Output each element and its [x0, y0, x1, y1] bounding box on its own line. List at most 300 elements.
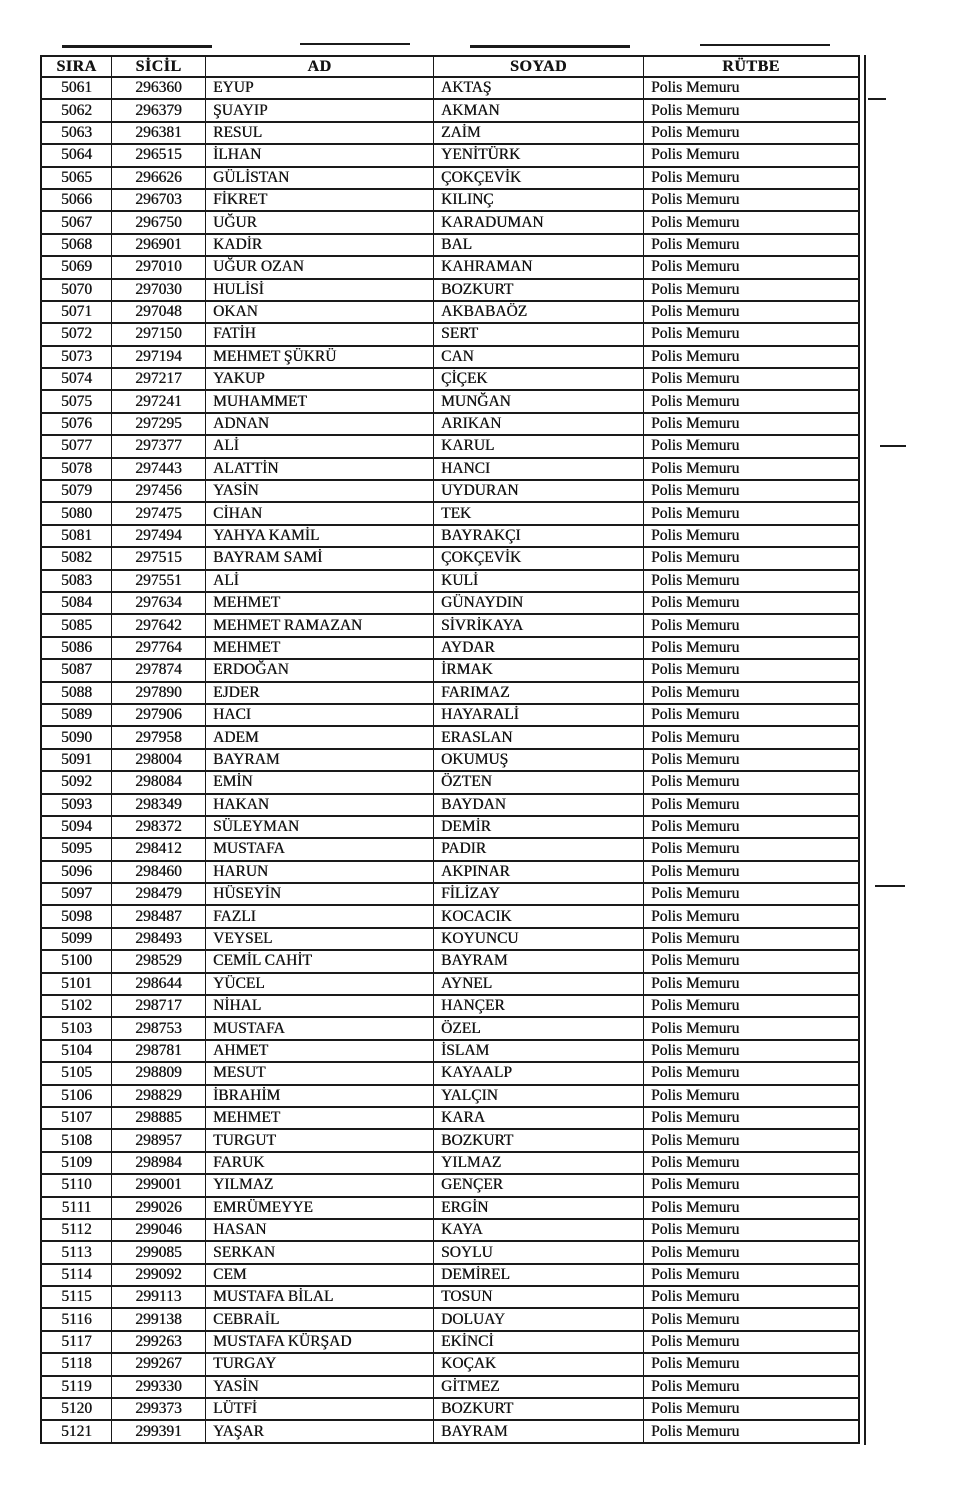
cell-sicil: 296750: [112, 211, 206, 233]
cell-ad: MUHAMMET: [206, 390, 434, 412]
table-row: [41, 1219, 859, 1241]
cell-rutbe: Polis Memuru: [644, 1353, 860, 1375]
table-row: [41, 256, 859, 278]
cell-ad: VEYSEL: [206, 928, 434, 950]
cell-soyad: YALÇIN: [434, 1085, 644, 1107]
cell-soyad: AKTAŞ: [434, 77, 644, 99]
cell-sira: 5061: [41, 77, 112, 99]
scan-artifact: [62, 45, 212, 48]
table-row: [41, 1152, 859, 1174]
cell-sicil: 298984: [112, 1152, 206, 1174]
cell-sira: 5107: [41, 1107, 112, 1129]
cell-soyad: BAYRAM: [434, 950, 644, 972]
cell-rutbe: Polis Memuru: [644, 816, 860, 838]
cell-rutbe: Polis Memuru: [644, 390, 860, 412]
cell-soyad: PADIR: [434, 838, 644, 860]
cell-ad: HACI: [206, 704, 434, 726]
cell-soyad: HANCI: [434, 458, 644, 480]
cell-sicil: 296379: [112, 99, 206, 121]
cell-sira: 5112: [41, 1219, 112, 1241]
table-row: [41, 1398, 859, 1420]
cell-rutbe: Polis Memuru: [644, 928, 860, 950]
cell-soyad: BOZKURT: [434, 279, 644, 301]
cell-ad: EMRÜMEYYE: [206, 1197, 434, 1219]
cell-sira: 5110: [41, 1174, 112, 1196]
table-row: [41, 682, 859, 704]
cell-soyad: BAYRAKÇI: [434, 525, 644, 547]
table-row: [41, 1331, 859, 1353]
cell-soyad: KILINÇ: [434, 189, 644, 211]
cell-soyad: ZAİM: [434, 122, 644, 144]
cell-rutbe: Polis Memuru: [644, 1085, 860, 1107]
table-row: [41, 771, 859, 793]
cell-ad: YAKUP: [206, 368, 434, 390]
cell-soyad: EKİNCİ: [434, 1331, 644, 1353]
cell-ad: ALATTİN: [206, 458, 434, 480]
table-row: [41, 1241, 859, 1263]
cell-rutbe: Polis Memuru: [644, 1286, 860, 1308]
cell-sira: 5077: [41, 435, 112, 457]
scan-artifact: [300, 43, 410, 45]
cell-ad: ALİ: [206, 435, 434, 457]
cell-sira: 5095: [41, 838, 112, 860]
cell-sira: 5075: [41, 390, 112, 412]
cell-rutbe: Polis Memuru: [644, 1174, 860, 1196]
cell-sicil: 297958: [112, 726, 206, 748]
cell-soyad: BAYDAN: [434, 794, 644, 816]
cell-ad: HULİSİ: [206, 279, 434, 301]
cell-ad: HÜSEYİN: [206, 883, 434, 905]
cell-ad: HASAN: [206, 1219, 434, 1241]
table-row: [41, 704, 859, 726]
cell-rutbe: Polis Memuru: [644, 592, 860, 614]
cell-ad: MUSTAFA KÜRŞAD: [206, 1331, 434, 1353]
cell-sira: 5104: [41, 1040, 112, 1062]
cell-rutbe: Polis Memuru: [644, 1331, 860, 1353]
cell-sicil: 299391: [112, 1420, 206, 1442]
cell-sira: 5078: [41, 458, 112, 480]
table-row: [41, 883, 859, 905]
cell-ad: BAYRAM: [206, 749, 434, 771]
cell-sira: 5113: [41, 1241, 112, 1263]
cell-sira: 5114: [41, 1264, 112, 1286]
cell-sira: 5074: [41, 368, 112, 390]
cell-sira: 5070: [41, 279, 112, 301]
cell-rutbe: Polis Memuru: [644, 838, 860, 860]
cell-ad: SÜLEYMAN: [206, 816, 434, 838]
cell-sicil: 298084: [112, 771, 206, 793]
cell-soyad: ÖZEL: [434, 1017, 644, 1039]
cell-sira: 5118: [41, 1353, 112, 1375]
cell-rutbe: Polis Memuru: [644, 905, 860, 927]
cell-rutbe: Polis Memuru: [644, 659, 860, 681]
cell-soyad: GENÇER: [434, 1174, 644, 1196]
cell-sicil: 296360: [112, 77, 206, 99]
cell-sicil: 297217: [112, 368, 206, 390]
cell-sicil: 298753: [112, 1017, 206, 1039]
cell-soyad: AKMAN: [434, 99, 644, 121]
scan-artifact: [880, 445, 906, 447]
cell-sira: 5119: [41, 1376, 112, 1398]
table-row: [41, 570, 859, 592]
cell-sicil: 297906: [112, 704, 206, 726]
table-row: [41, 99, 859, 121]
cell-sicil: 299001: [112, 1174, 206, 1196]
table-row: [41, 234, 859, 256]
cell-sicil: 297010: [112, 256, 206, 278]
cell-rutbe: Polis Memuru: [644, 570, 860, 592]
table-header-row: [41, 56, 859, 77]
cell-rutbe: Polis Memuru: [644, 99, 860, 121]
table-row: [41, 346, 859, 368]
table-row: [41, 390, 859, 412]
cell-ad: TURGUT: [206, 1129, 434, 1151]
cell-soyad: HANÇER: [434, 995, 644, 1017]
cell-sira: 5117: [41, 1331, 112, 1353]
table-row: [41, 838, 859, 860]
cell-ad: YÜCEL: [206, 973, 434, 995]
cell-sicil: 297030: [112, 279, 206, 301]
cell-ad: RESUL: [206, 122, 434, 144]
cell-ad: FİKRET: [206, 189, 434, 211]
cell-soyad: TEK: [434, 502, 644, 524]
cell-rutbe: Polis Memuru: [644, 1241, 860, 1263]
cell-rutbe: Polis Memuru: [644, 1376, 860, 1398]
cell-sicil: 299373: [112, 1398, 206, 1420]
cell-ad: YILMAZ: [206, 1174, 434, 1196]
cell-sicil: 297295: [112, 413, 206, 435]
cell-sira: 5111: [41, 1197, 112, 1219]
column-header-sira: SIRA: [41, 56, 112, 77]
table-row: [41, 413, 859, 435]
cell-sicil: 298809: [112, 1062, 206, 1084]
cell-ad: YAŞAR: [206, 1420, 434, 1442]
cell-ad: SERKAN: [206, 1241, 434, 1263]
cell-ad: CEMİL CAHİT: [206, 950, 434, 972]
cell-soyad: ARIKAN: [434, 413, 644, 435]
cell-sicil: 296381: [112, 122, 206, 144]
cell-sira: 5094: [41, 816, 112, 838]
cell-sira: 5091: [41, 749, 112, 771]
cell-soyad: GİTMEZ: [434, 1376, 644, 1398]
cell-sira: 5115: [41, 1286, 112, 1308]
cell-ad: MEHMET: [206, 637, 434, 659]
cell-sira: 5089: [41, 704, 112, 726]
cell-sicil: 298487: [112, 905, 206, 927]
cell-rutbe: Polis Memuru: [644, 480, 860, 502]
cell-soyad: ÇOKÇEVİK: [434, 167, 644, 189]
cell-soyad: SERT: [434, 323, 644, 345]
cell-sicil: 297241: [112, 390, 206, 412]
cell-sicil: 299046: [112, 1219, 206, 1241]
cell-ad: ERDOĞAN: [206, 659, 434, 681]
cell-sicil: 297194: [112, 346, 206, 368]
cell-ad: YASİN: [206, 1376, 434, 1398]
cell-sira: 5062: [41, 99, 112, 121]
cell-soyad: BAL: [434, 234, 644, 256]
cell-sira: 5092: [41, 771, 112, 793]
cell-sicil: 299113: [112, 1286, 206, 1308]
cell-ad: ADNAN: [206, 413, 434, 435]
cell-ad: MUSTAFA BİLAL: [206, 1286, 434, 1308]
table-header: [41, 56, 859, 77]
table-row: [41, 167, 859, 189]
cell-sicil: 297515: [112, 547, 206, 569]
cell-soyad: TOSUN: [434, 1286, 644, 1308]
cell-sicil: 298412: [112, 838, 206, 860]
cell-sicil: 298004: [112, 749, 206, 771]
table-row: [41, 1129, 859, 1151]
cell-rutbe: Polis Memuru: [644, 1152, 860, 1174]
cell-ad: YASİN: [206, 480, 434, 502]
cell-soyad: DEMİR: [434, 816, 644, 838]
cell-sira: 5085: [41, 614, 112, 636]
cell-sira: 5105: [41, 1062, 112, 1084]
cell-soyad: SOYLU: [434, 1241, 644, 1263]
cell-ad: İLHAN: [206, 144, 434, 166]
cell-ad: LÜTFİ: [206, 1398, 434, 1420]
cell-rutbe: Polis Memuru: [644, 950, 860, 972]
table-row: [41, 861, 859, 883]
table-row: [41, 1197, 859, 1219]
cell-sira: 5121: [41, 1420, 112, 1442]
cell-sira: 5090: [41, 726, 112, 748]
cell-sira: 5073: [41, 346, 112, 368]
table-row: [41, 1308, 859, 1330]
column-header-rutbe: RÜTBE: [644, 56, 860, 77]
cell-rutbe: Polis Memuru: [644, 1308, 860, 1330]
cell-sira: 5065: [41, 167, 112, 189]
personnel-table: [40, 55, 860, 1444]
table-row: [41, 211, 859, 233]
table-row: [41, 905, 859, 927]
cell-sicil: 297048: [112, 301, 206, 323]
cell-sira: 5088: [41, 682, 112, 704]
cell-rutbe: Polis Memuru: [644, 883, 860, 905]
cell-soyad: OKUMUŞ: [434, 749, 644, 771]
cell-sicil: 298529: [112, 950, 206, 972]
cell-ad: MUSTAFA: [206, 1017, 434, 1039]
table-row: [41, 1286, 859, 1308]
cell-sicil: 298460: [112, 861, 206, 883]
table-row: [41, 144, 859, 166]
table-row: [41, 1353, 859, 1375]
table-row: [41, 1040, 859, 1062]
table-row: [41, 122, 859, 144]
cell-ad: FARUK: [206, 1152, 434, 1174]
cell-sira: 5093: [41, 794, 112, 816]
table-row: [41, 659, 859, 681]
cell-sicil: 297764: [112, 637, 206, 659]
cell-rutbe: Polis Memuru: [644, 973, 860, 995]
cell-rutbe: Polis Memuru: [644, 704, 860, 726]
cell-soyad: AYDAR: [434, 637, 644, 659]
cell-soyad: ERGİN: [434, 1197, 644, 1219]
cell-ad: HARUN: [206, 861, 434, 883]
table-row: [41, 973, 859, 995]
cell-sira: 5071: [41, 301, 112, 323]
cell-rutbe: Polis Memuru: [644, 256, 860, 278]
cell-sicil: 298717: [112, 995, 206, 1017]
cell-rutbe: Polis Memuru: [644, 995, 860, 1017]
cell-ad: MEHMET: [206, 592, 434, 614]
table-row: [41, 480, 859, 502]
cell-sira: 5120: [41, 1398, 112, 1420]
table-row: [41, 502, 859, 524]
cell-soyad: YILMAZ: [434, 1152, 644, 1174]
cell-ad: MEHMET ŞÜKRÜ: [206, 346, 434, 368]
cell-rutbe: Polis Memuru: [644, 234, 860, 256]
cell-soyad: KOCACIK: [434, 905, 644, 927]
cell-sira: 5098: [41, 905, 112, 927]
table-row: [41, 614, 859, 636]
cell-sira: 5067: [41, 211, 112, 233]
table-row: [41, 592, 859, 614]
cell-sicil: 297890: [112, 682, 206, 704]
cell-sira: 5099: [41, 928, 112, 950]
cell-rutbe: Polis Memuru: [644, 323, 860, 345]
cell-soyad: AKBABAÖZ: [434, 301, 644, 323]
cell-sicil: 297874: [112, 659, 206, 681]
cell-sicil: 296515: [112, 144, 206, 166]
cell-sira: 5083: [41, 570, 112, 592]
cell-sira: 5109: [41, 1152, 112, 1174]
cell-rutbe: Polis Memuru: [644, 1129, 860, 1151]
cell-ad: HAKAN: [206, 794, 434, 816]
table-row: [41, 726, 859, 748]
cell-sicil: 299138: [112, 1308, 206, 1330]
cell-sira: 5079: [41, 480, 112, 502]
cell-rutbe: Polis Memuru: [644, 279, 860, 301]
cell-soyad: MUNĞAN: [434, 390, 644, 412]
cell-sicil: 298372: [112, 816, 206, 838]
cell-soyad: ERASLAN: [434, 726, 644, 748]
cell-sicil: 296703: [112, 189, 206, 211]
table-row: [41, 323, 859, 345]
cell-sira: 5096: [41, 861, 112, 883]
cell-sira: 5076: [41, 413, 112, 435]
cell-sira: 5063: [41, 122, 112, 144]
table-row: [41, 1017, 859, 1039]
table-row: [41, 749, 859, 771]
cell-rutbe: Polis Memuru: [644, 614, 860, 636]
cell-sicil: 297150: [112, 323, 206, 345]
table-row: [41, 189, 859, 211]
cell-ad: UĞUR OZAN: [206, 256, 434, 278]
cell-sicil: 297551: [112, 570, 206, 592]
cell-rutbe: Polis Memuru: [644, 1017, 860, 1039]
cell-rutbe: Polis Memuru: [644, 1398, 860, 1420]
cell-ad: GÜLİSTAN: [206, 167, 434, 189]
table-body: [41, 77, 859, 1443]
cell-sira: 5086: [41, 637, 112, 659]
cell-soyad: İSLAM: [434, 1040, 644, 1062]
cell-soyad: KARUL: [434, 435, 644, 457]
scan-artifact: [470, 45, 630, 48]
cell-soyad: YENİTÜRK: [434, 144, 644, 166]
cell-ad: MEHMET RAMAZAN: [206, 614, 434, 636]
cell-ad: NİHAL: [206, 995, 434, 1017]
cell-rutbe: Polis Memuru: [644, 77, 860, 99]
table-row: [41, 1062, 859, 1084]
cell-sicil: 297443: [112, 458, 206, 480]
table-row: [41, 525, 859, 547]
column-header-ad: AD: [206, 56, 434, 77]
table-row: [41, 301, 859, 323]
cell-rutbe: Polis Memuru: [644, 1264, 860, 1286]
cell-sicil: 299267: [112, 1353, 206, 1375]
cell-rutbe: Polis Memuru: [644, 502, 860, 524]
cell-ad: MESUT: [206, 1062, 434, 1084]
cell-soyad: HAYARALİ: [434, 704, 644, 726]
cell-soyad: KAYAALP: [434, 1062, 644, 1084]
cell-soyad: SİVRİKAYA: [434, 614, 644, 636]
cell-sira: 5064: [41, 144, 112, 166]
cell-rutbe: Polis Memuru: [644, 368, 860, 390]
cell-soyad: FARIMAZ: [434, 682, 644, 704]
table-row: [41, 928, 859, 950]
table-row: [41, 1085, 859, 1107]
cell-rutbe: Polis Memuru: [644, 525, 860, 547]
table-row: [41, 816, 859, 838]
cell-soyad: DEMİREL: [434, 1264, 644, 1286]
table-outer-edge-line: [864, 55, 866, 1445]
cell-rutbe: Polis Memuru: [644, 167, 860, 189]
cell-soyad: BOZKURT: [434, 1398, 644, 1420]
cell-ad: AHMET: [206, 1040, 434, 1062]
table-row: [41, 458, 859, 480]
cell-soyad: AKPINAR: [434, 861, 644, 883]
cell-ad: BAYRAM SAMİ: [206, 547, 434, 569]
cell-rutbe: Polis Memuru: [644, 301, 860, 323]
cell-sicil: 297634: [112, 592, 206, 614]
cell-rutbe: Polis Memuru: [644, 458, 860, 480]
cell-sicil: 298781: [112, 1040, 206, 1062]
cell-rutbe: Polis Memuru: [644, 771, 860, 793]
cell-rutbe: Polis Memuru: [644, 1219, 860, 1241]
cell-sira: 5068: [41, 234, 112, 256]
cell-ad: MEHMET: [206, 1107, 434, 1129]
scan-artifact: [700, 44, 830, 46]
cell-soyad: KULİ: [434, 570, 644, 592]
cell-ad: OKAN: [206, 301, 434, 323]
cell-soyad: KAHRAMAN: [434, 256, 644, 278]
cell-ad: YAHYA KAMİL: [206, 525, 434, 547]
cell-rutbe: Polis Memuru: [644, 726, 860, 748]
cell-ad: KADİR: [206, 234, 434, 256]
cell-sicil: 298479: [112, 883, 206, 905]
cell-ad: MUSTAFA: [206, 838, 434, 860]
column-header-sicil: SİCİL: [112, 56, 206, 77]
cell-sicil: 296901: [112, 234, 206, 256]
cell-soyad: UYDURAN: [434, 480, 644, 502]
cell-ad: ALİ: [206, 570, 434, 592]
cell-rutbe: Polis Memuru: [644, 211, 860, 233]
cell-rutbe: Polis Memuru: [644, 1062, 860, 1084]
cell-soyad: İRMAK: [434, 659, 644, 681]
cell-rutbe: Polis Memuru: [644, 413, 860, 435]
cell-sicil: 299026: [112, 1197, 206, 1219]
cell-soyad: KARADUMAN: [434, 211, 644, 233]
cell-ad: CİHAN: [206, 502, 434, 524]
cell-sicil: 298885: [112, 1107, 206, 1129]
table-row: [41, 77, 859, 99]
cell-rutbe: Polis Memuru: [644, 1420, 860, 1442]
cell-ad: EJDER: [206, 682, 434, 704]
cell-sicil: 297494: [112, 525, 206, 547]
cell-ad: UĞUR: [206, 211, 434, 233]
table-row: [41, 950, 859, 972]
